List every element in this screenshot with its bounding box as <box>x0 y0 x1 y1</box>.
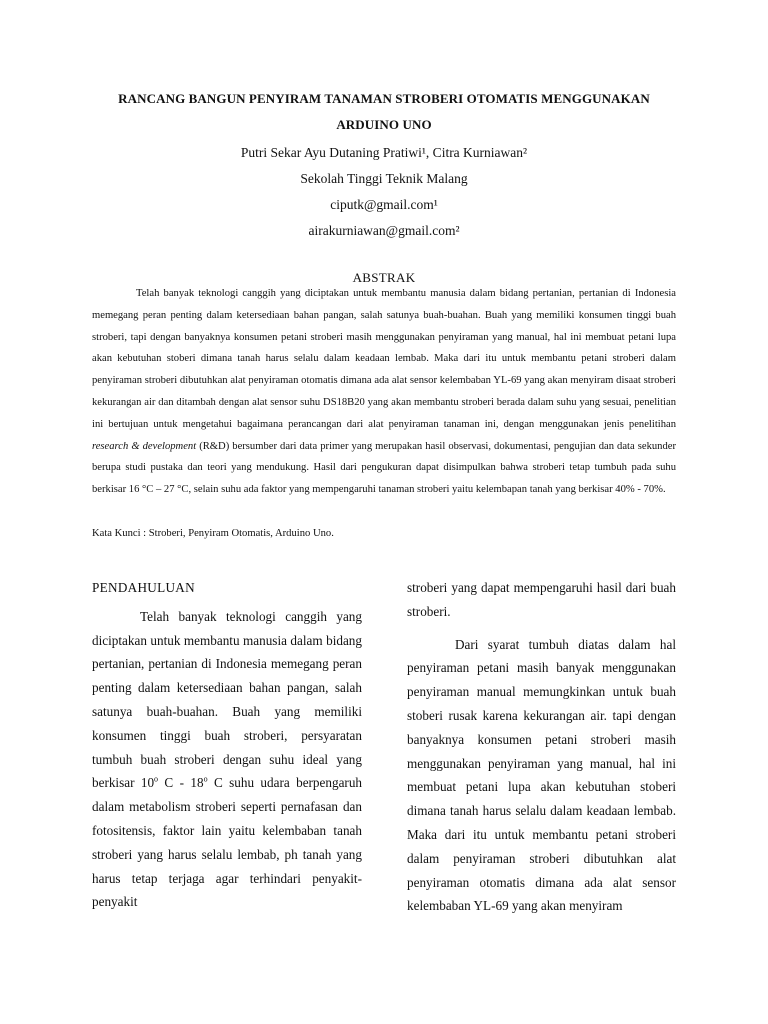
introduction-paragraph-continued: stroberi yang dapat mempengaruhi hasil dari buah stroberi. <box>407 580 676 619</box>
intro-text-part-1: Telah banyak teknologi canggih yang diciptakan untuk membantu manusia dalam bidang pertanian, pertanian di Indonesia memegang peran penting dalam ketersediaan bahan pangan, salah satunya buah-buahan. Buah yang memiliki konsumen tinggi buah stroberi, persyaratan tumbuh buah stroberi dengan suhu ideal yang berkisar 10 <box>92 608 362 791</box>
paragraph-gap <box>407 624 676 633</box>
degree-superscript-2: o <box>203 774 208 784</box>
title-line-1: RANCANG BANGUN PENYIRAM TANAMAN STROBERI OTOMATIS MENGGUNAKAN <box>118 91 650 106</box>
title-line-2: ARDUINO UNO <box>336 117 432 132</box>
degree-superscript-1: o <box>154 774 159 784</box>
abstract-text-part-1: Telah banyak teknologi canggih yang diciptakan untuk membantu manusia dalam bidang pertanian, pertanian di Indonesia memegang peran penting dalam ketersediaan bahan pangan, salah satunya buah-buahan. Buah yang memiliki konsumen tinggi buah stroberi, tapi dengan banyaknya konsumen petani stroberi masih menggunakan penyiraman yang manual, hal ini membuat petani lupa akan kebutuhan stoberi dimana tanah harus selalu dalam keadaan lembab. Maka dari itu untuk membantu petani stroberi dalam penyiraman stroberi dibutuhkan alat penyiraman otomatis dimana ada alat sensor kelembaban YL-69 yang akan menyiram disaat stroberi kekurangan air dan ditambah dengan alat sensor suhu DS18B20 yang akan membantu stroberi berada dalam suhu yang sesuai, penelitian ini bertujuan untuk mengetahui bagaimana perancangan dari alat penyiraman tanaman ini, dengan menggunakan jenis penelitihan <box>92 288 676 430</box>
section-heading-introduction: PENDAHULUAN <box>92 580 195 595</box>
author-email-1: ciputk@gmail.com¹ <box>330 197 438 212</box>
abstract-italic-term: research & development <box>92 440 197 452</box>
institution: Sekolah Tinggi Teknik Malang <box>300 171 468 186</box>
abstract-heading: ABSTRAK <box>352 270 416 285</box>
introduction-paragraph-2: Dari syarat tumbuh diatas dalam hal penyiraman petani masih banyak menggunakan penyiraman manual memungkinkan untuk buah stoberi rusak karena kekurangan air. tapi dengan banyaknya konsumen petani stroberi masih menggunakan penyiraman yang manual, hal ini membuat petani lupa akan kebutuhan stoberi dimana tanah harus selalu dalam keadaan lembab. Maka dari itu untuk membantu petani stroberi dalam penyiraman stroberi dibutuhkan alat penyiraman otomatis dimana ada alat sensor kelembaban YL-69 yang akan menyiram <box>407 636 676 914</box>
author-block <box>100 140 668 244</box>
introduction-paragraph-1 <box>92 605 362 914</box>
abstract-text-part-2: (R&D) bersumber dari data primer yang merupakan hasil observasi, dokumentasi, pengujian dan data sekunder berupa studi pustaka dan teori yang mendukung. Hasil dari pengukuran dapat disimpulkan bahwa stroberi tetap tumbuh pada suhu berkisar 16 °C – 27 °C, selain suhu ada faktor yang mempengaruhi tanaman stroberi yaitu kelembapan tanah yang berkisar 40% - 70%. <box>92 440 676 496</box>
right-column <box>407 576 676 918</box>
author-names: Putri Sekar Ayu Dutaning Pratiwi¹, Citra Kurniawan² <box>240 145 528 160</box>
left-column <box>92 576 362 914</box>
intro-text-part-2: C - 18 <box>158 775 204 791</box>
abstract-text <box>92 283 676 501</box>
author-email-2: airakurniawan@gmail.com² <box>308 223 460 238</box>
paper-title <box>86 86 682 138</box>
keywords: Kata Kunci : Stroberi, Penyiram Otomatis, Arduino Uno. <box>92 528 334 539</box>
intro-text-part-3: C suhu udara berpengaruh dalam metabolism stroberi seperti pernafasan dan fotositensis, faktor lain yaitu kelembaban tanah stroberi yang harus selalu lembab, ph tanah yang harus tetap terjaga agar terhindari penyakit-penyakit <box>92 775 363 910</box>
